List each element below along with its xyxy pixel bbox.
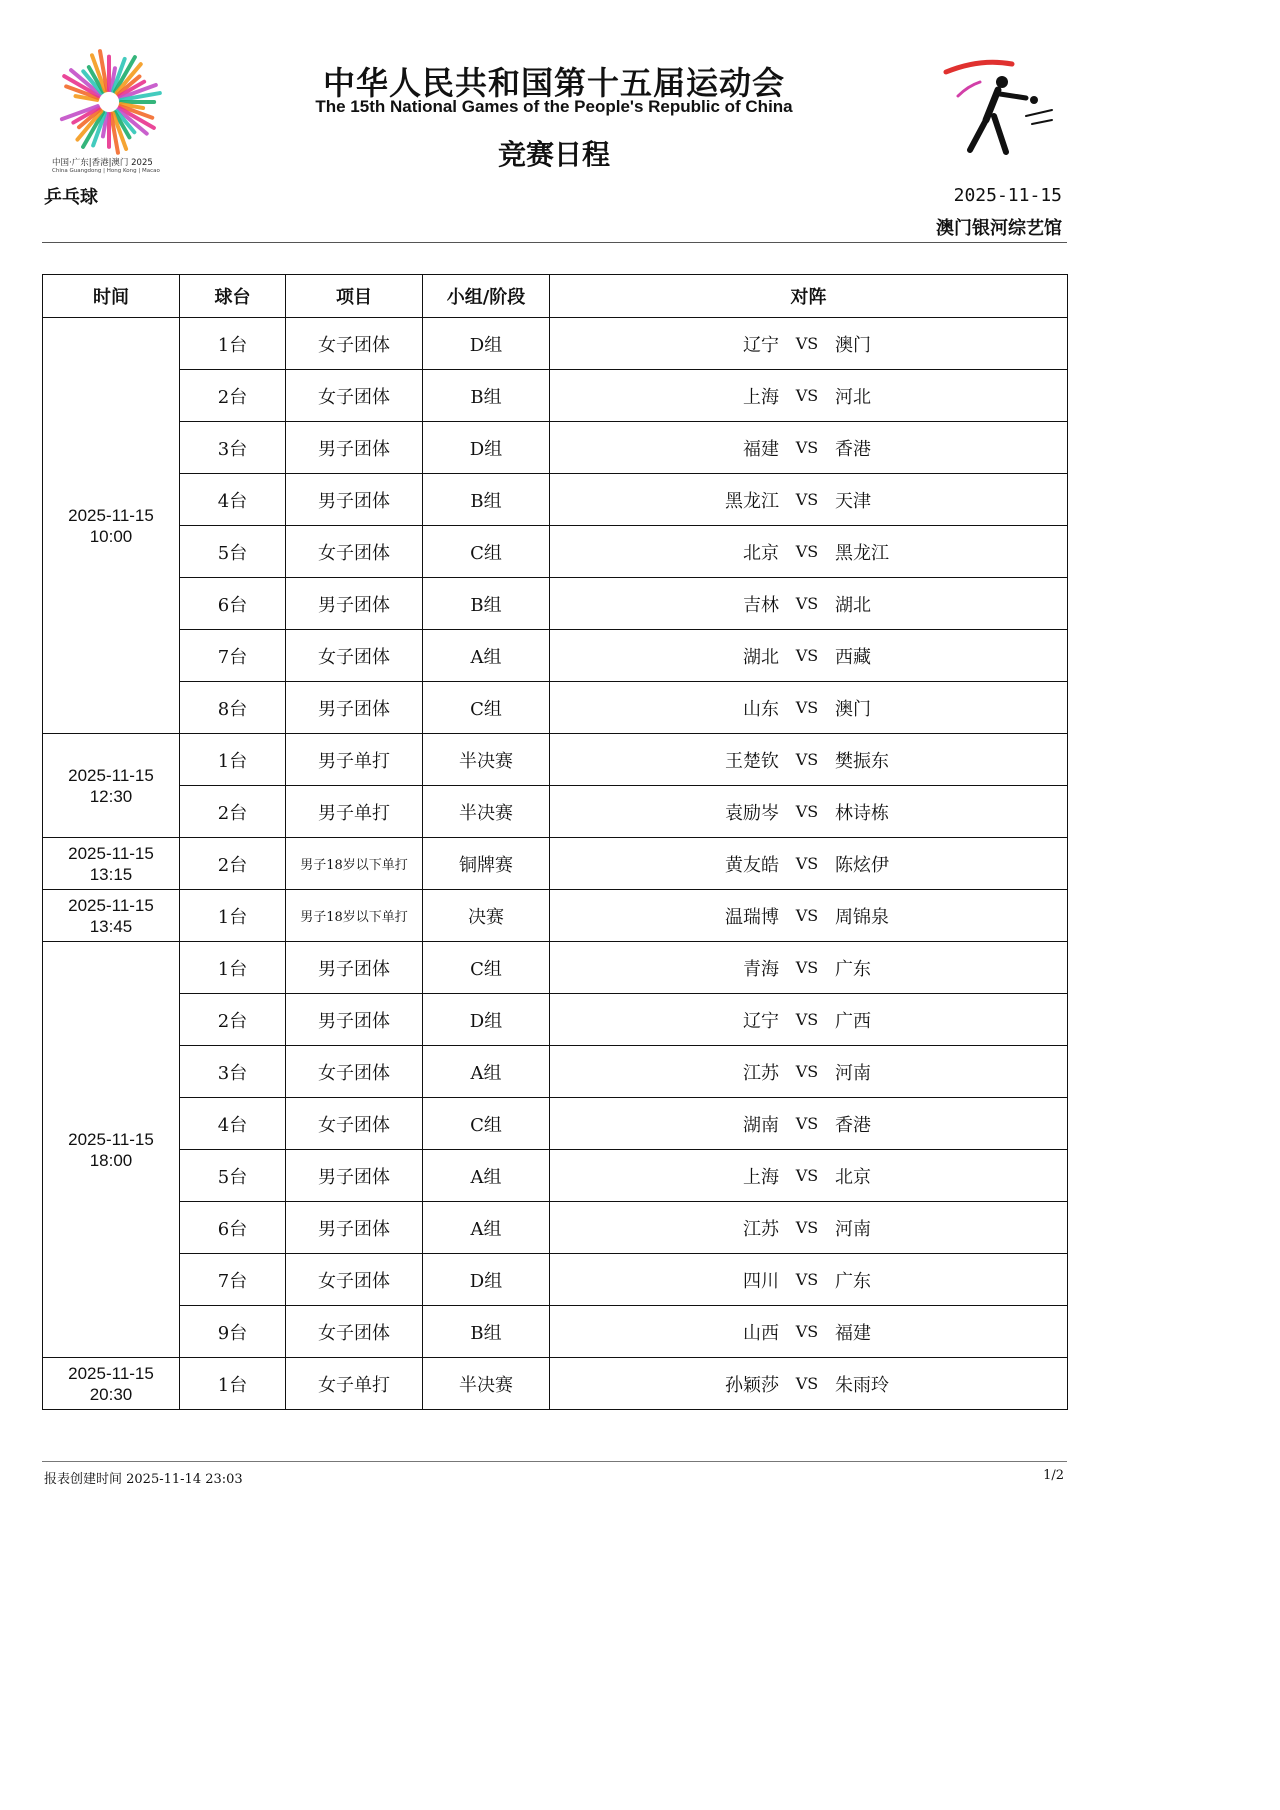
session-date: 2025-11-15 [68, 765, 154, 785]
table-row [43, 942, 1068, 994]
matchup-cell [550, 1254, 1068, 1306]
event-cell: 男子团体 [286, 474, 423, 526]
page-number: 1/2 [1043, 1468, 1064, 1483]
event-cell: 女子团体 [286, 370, 423, 422]
event-cell: 女子团体 [286, 1254, 423, 1306]
logo-tagline: 中国·广东|香港|澳门 2025 [52, 158, 153, 168]
vs-label: VS [795, 594, 819, 613]
event-cell: 男子18岁以下单打 [286, 890, 423, 942]
side-b-name: 河北 [835, 386, 871, 408]
vs-label: VS [795, 1322, 819, 1341]
matchup [550, 890, 1067, 941]
session-date: 2025-11-15 [68, 505, 154, 525]
session-time: 18:00 [89, 1150, 133, 1170]
table-row [43, 474, 1068, 526]
event-cell: 女子团体 [286, 1306, 423, 1358]
side-a-name: 上海 [743, 386, 779, 408]
stage-cell: D组 [423, 994, 550, 1046]
event-cell: 男子团体 [286, 1202, 423, 1254]
table-row [43, 682, 1068, 734]
matchup [550, 786, 1067, 837]
matchup [550, 318, 1067, 369]
vs-label: VS [795, 542, 819, 561]
table-row [43, 786, 1068, 838]
matchup [550, 1306, 1067, 1357]
vs-label: VS [795, 1062, 819, 1081]
stage-cell: D组 [423, 318, 550, 370]
table-row [43, 630, 1068, 682]
session-time-cell [43, 318, 180, 734]
matchup-cell [550, 578, 1068, 630]
table-row [43, 370, 1068, 422]
side-a-name: 王楚钦 [725, 750, 779, 772]
table-row [43, 1046, 1068, 1098]
side-b-name: 林诗栋 [835, 802, 889, 824]
sport-name: 乒乓球 [44, 187, 98, 208]
matchup-cell [550, 318, 1068, 370]
vs-label: VS [795, 958, 819, 977]
side-b-name: 福建 [835, 1322, 871, 1344]
side-b-name: 广东 [835, 958, 871, 980]
col-header-event: 项目 [286, 275, 423, 318]
side-a-name: 温瑞博 [725, 906, 779, 928]
vs-label: VS [795, 438, 819, 457]
side-b-name: 河南 [835, 1218, 871, 1240]
event-cell: 男子单打 [286, 734, 423, 786]
matchup [550, 526, 1067, 577]
side-a-name: 上海 [743, 1166, 779, 1188]
matchup [550, 942, 1067, 993]
stage-cell: B组 [423, 578, 550, 630]
table-number-cell: 6台 [180, 1202, 286, 1254]
side-b-name: 澳门 [835, 334, 871, 356]
side-a-name: 湖南 [743, 1114, 779, 1136]
table-number-cell: 4台 [180, 1098, 286, 1150]
side-b-name: 河南 [835, 1062, 871, 1084]
event-cell: 男子团体 [286, 422, 423, 474]
side-b-name: 北京 [835, 1166, 871, 1188]
table-header-row [43, 275, 1068, 318]
stage-cell: 铜牌赛 [423, 838, 550, 890]
matchup-cell [550, 994, 1068, 1046]
matchup [550, 1202, 1067, 1253]
matchup [550, 1254, 1067, 1305]
table-number-cell: 1台 [180, 734, 286, 786]
table-row [43, 1358, 1068, 1410]
matchup [550, 422, 1067, 473]
session-date: 2025-11-15 [68, 895, 154, 915]
table-row [43, 1306, 1068, 1358]
vs-label: VS [795, 698, 819, 717]
stage-cell: 半决赛 [423, 734, 550, 786]
side-a-name: 黄友皓 [725, 854, 779, 876]
session-time: 12:30 [89, 786, 133, 806]
event-cell: 男子单打 [286, 786, 423, 838]
matchup [550, 682, 1067, 733]
session-time-cell [43, 734, 180, 838]
matchup-cell [550, 890, 1068, 942]
session-time: 13:15 [89, 864, 133, 884]
matchup-cell [550, 1358, 1068, 1410]
side-b-name: 西藏 [835, 646, 871, 668]
vs-label: VS [795, 386, 819, 405]
stage-cell: A组 [423, 630, 550, 682]
matchup [550, 1046, 1067, 1097]
side-a-name: 青海 [743, 958, 779, 980]
matchup-cell [550, 1202, 1068, 1254]
session-date: 2025-11-15 [68, 843, 154, 863]
stage-cell: B组 [423, 1306, 550, 1358]
matchup-cell [550, 838, 1068, 890]
table-number-cell: 5台 [180, 1150, 286, 1202]
matchup [550, 1098, 1067, 1149]
matchup [550, 734, 1067, 785]
vs-label: VS [795, 750, 819, 769]
event-cell: 男子团体 [286, 1150, 423, 1202]
session-time: 20:30 [89, 1384, 133, 1404]
session-time-cell [43, 942, 180, 1358]
vs-label: VS [795, 1010, 819, 1029]
side-a-name: 北京 [743, 542, 779, 564]
side-a-name: 吉林 [743, 594, 779, 616]
event-cell: 女子团体 [286, 1046, 423, 1098]
side-b-name: 湖北 [835, 594, 871, 616]
table-number-cell: 4台 [180, 474, 286, 526]
stage-cell: A组 [423, 1202, 550, 1254]
table-number-cell: 2台 [180, 786, 286, 838]
session-time: 10:00 [89, 526, 133, 546]
session-time: 13:45 [89, 916, 133, 936]
side-a-name: 山东 [743, 698, 779, 720]
matchup-cell [550, 786, 1068, 838]
table-row [43, 1202, 1068, 1254]
table-number-cell: 2台 [180, 994, 286, 1046]
table-row [43, 1098, 1068, 1150]
matchup [550, 474, 1067, 525]
matchup [550, 1358, 1067, 1409]
event-cell: 女子团体 [286, 526, 423, 578]
side-a-name: 福建 [743, 438, 779, 460]
schedule-table [42, 274, 1068, 1410]
table-row [43, 1254, 1068, 1306]
vs-label: VS [795, 1114, 819, 1133]
table-number-cell: 2台 [180, 838, 286, 890]
vs-label: VS [795, 906, 819, 925]
table-number-cell: 7台 [180, 1254, 286, 1306]
matchup [550, 838, 1067, 889]
header-date: 2025-11-15 [953, 185, 1062, 206]
vs-label: VS [795, 1166, 819, 1185]
table-row [43, 422, 1068, 474]
matchup [550, 1150, 1067, 1201]
table-tennis-pictogram-icon [940, 58, 1060, 158]
table-number-cell: 8台 [180, 682, 286, 734]
matchup-cell [550, 630, 1068, 682]
games-title-cn: 中华人民共和国第十五届运动会 [322, 64, 785, 102]
table-tennis-pictogram [940, 58, 1060, 162]
table-row [43, 526, 1068, 578]
session-time-cell [43, 838, 180, 890]
stage-cell: 半决赛 [423, 786, 550, 838]
matchup-cell [550, 1306, 1068, 1358]
matchup-cell [550, 526, 1068, 578]
side-a-name: 四川 [743, 1270, 779, 1292]
table-row [43, 578, 1068, 630]
side-b-name: 陈炫伊 [835, 854, 889, 876]
table-number-cell: 1台 [180, 942, 286, 994]
table-number-cell: 1台 [180, 1358, 286, 1410]
side-a-name: 湖北 [743, 646, 779, 668]
table-number-cell: 2台 [180, 370, 286, 422]
report-created-time: 报表创建时间 2025-11-14 23:03 [44, 1472, 243, 1487]
vs-label: VS [795, 1374, 819, 1393]
event-cell: 女子团体 [286, 318, 423, 370]
stage-cell: B组 [423, 474, 550, 526]
event-cell: 男子团体 [286, 578, 423, 630]
header-divider [42, 242, 1067, 243]
vs-label: VS [795, 334, 819, 353]
venue-name: 澳门银河综艺馆 [936, 218, 1062, 239]
table-number-cell: 3台 [180, 422, 286, 474]
side-b-name: 朱雨玲 [835, 1374, 889, 1396]
logo-tagline-en: China Guangdong | Hong Kong | Macao [52, 168, 160, 174]
side-b-name: 黑龙江 [835, 542, 889, 564]
stage-cell: C组 [423, 942, 550, 994]
matchup [550, 994, 1067, 1045]
side-a-name: 江苏 [743, 1218, 779, 1240]
stage-cell: A组 [423, 1150, 550, 1202]
stage-cell: B组 [423, 370, 550, 422]
col-header-time: 时间 [43, 275, 180, 318]
stage-cell: C组 [423, 682, 550, 734]
table-number-cell: 3台 [180, 1046, 286, 1098]
table-number-cell: 1台 [180, 890, 286, 942]
table-number-cell: 9台 [180, 1306, 286, 1358]
matchup-cell [550, 474, 1068, 526]
side-a-name: 辽宁 [743, 334, 779, 356]
side-b-name: 周锦泉 [835, 906, 889, 928]
side-b-name: 樊振东 [835, 750, 889, 772]
stage-cell: C组 [423, 526, 550, 578]
vs-label: VS [795, 802, 819, 821]
matchup [550, 578, 1067, 629]
vs-label: VS [795, 854, 819, 873]
table-row [43, 318, 1068, 370]
vs-label: VS [795, 646, 819, 665]
matchup-cell [550, 422, 1068, 474]
event-cell: 男子团体 [286, 942, 423, 994]
matchup-cell [550, 942, 1068, 994]
table-number-cell: 7台 [180, 630, 286, 682]
stage-cell: D组 [423, 422, 550, 474]
matchup-cell [550, 734, 1068, 786]
event-cell: 女子单打 [286, 1358, 423, 1410]
event-cell: 女子团体 [286, 630, 423, 682]
stage-cell: D组 [423, 1254, 550, 1306]
side-b-name: 香港 [835, 438, 871, 460]
session-time-cell [43, 1358, 180, 1410]
side-b-name: 天津 [835, 490, 871, 512]
event-cell: 女子团体 [286, 1098, 423, 1150]
side-b-name: 香港 [835, 1114, 871, 1136]
side-a-name: 孙颖莎 [725, 1374, 779, 1396]
matchup [550, 370, 1067, 421]
table-row [43, 1150, 1068, 1202]
vs-label: VS [795, 1218, 819, 1237]
side-a-name: 袁励岑 [725, 802, 779, 824]
session-date: 2025-11-15 [68, 1129, 154, 1149]
schedule-title: 竞赛日程 [497, 138, 610, 171]
session-time-cell [43, 890, 180, 942]
col-header-stage: 小组/阶段 [423, 275, 550, 318]
matchup-cell [550, 682, 1068, 734]
matchup-cell [550, 1098, 1068, 1150]
side-a-name: 山西 [743, 1322, 779, 1344]
table-row [43, 838, 1068, 890]
stage-cell: C组 [423, 1098, 550, 1150]
stage-cell: 决赛 [423, 890, 550, 942]
vs-label: VS [795, 490, 819, 509]
side-a-name: 黑龙江 [725, 490, 779, 512]
col-header-matchup: 对阵 [550, 275, 1068, 318]
matchup [550, 630, 1067, 681]
table-number-cell: 1台 [180, 318, 286, 370]
side-b-name: 澳门 [835, 698, 871, 720]
stage-cell: 半决赛 [423, 1358, 550, 1410]
event-cell: 男子团体 [286, 994, 423, 1046]
event-cell: 男子18岁以下单打 [286, 838, 423, 890]
session-date: 2025-11-15 [68, 1363, 154, 1383]
table-row [43, 890, 1068, 942]
table-row [43, 734, 1068, 786]
matchup-cell [550, 370, 1068, 422]
schedule-body [43, 318, 1068, 1410]
matchup-cell [550, 1046, 1068, 1098]
footer-divider [42, 1461, 1067, 1462]
table-number-cell: 6台 [180, 578, 286, 630]
vs-label: VS [795, 1270, 819, 1289]
side-b-name: 广东 [835, 1270, 871, 1292]
table-row [43, 994, 1068, 1046]
stage-cell: A组 [423, 1046, 550, 1098]
col-header-table: 球台 [180, 275, 286, 318]
side-a-name: 辽宁 [743, 1010, 779, 1032]
games-title-en: The 15th National Games of the People's Republic of China [315, 97, 793, 116]
side-b-name: 广西 [835, 1010, 871, 1032]
side-a-name: 江苏 [743, 1062, 779, 1084]
event-cell: 男子团体 [286, 682, 423, 734]
table-number-cell: 5台 [180, 526, 286, 578]
matchup-cell [550, 1150, 1068, 1202]
